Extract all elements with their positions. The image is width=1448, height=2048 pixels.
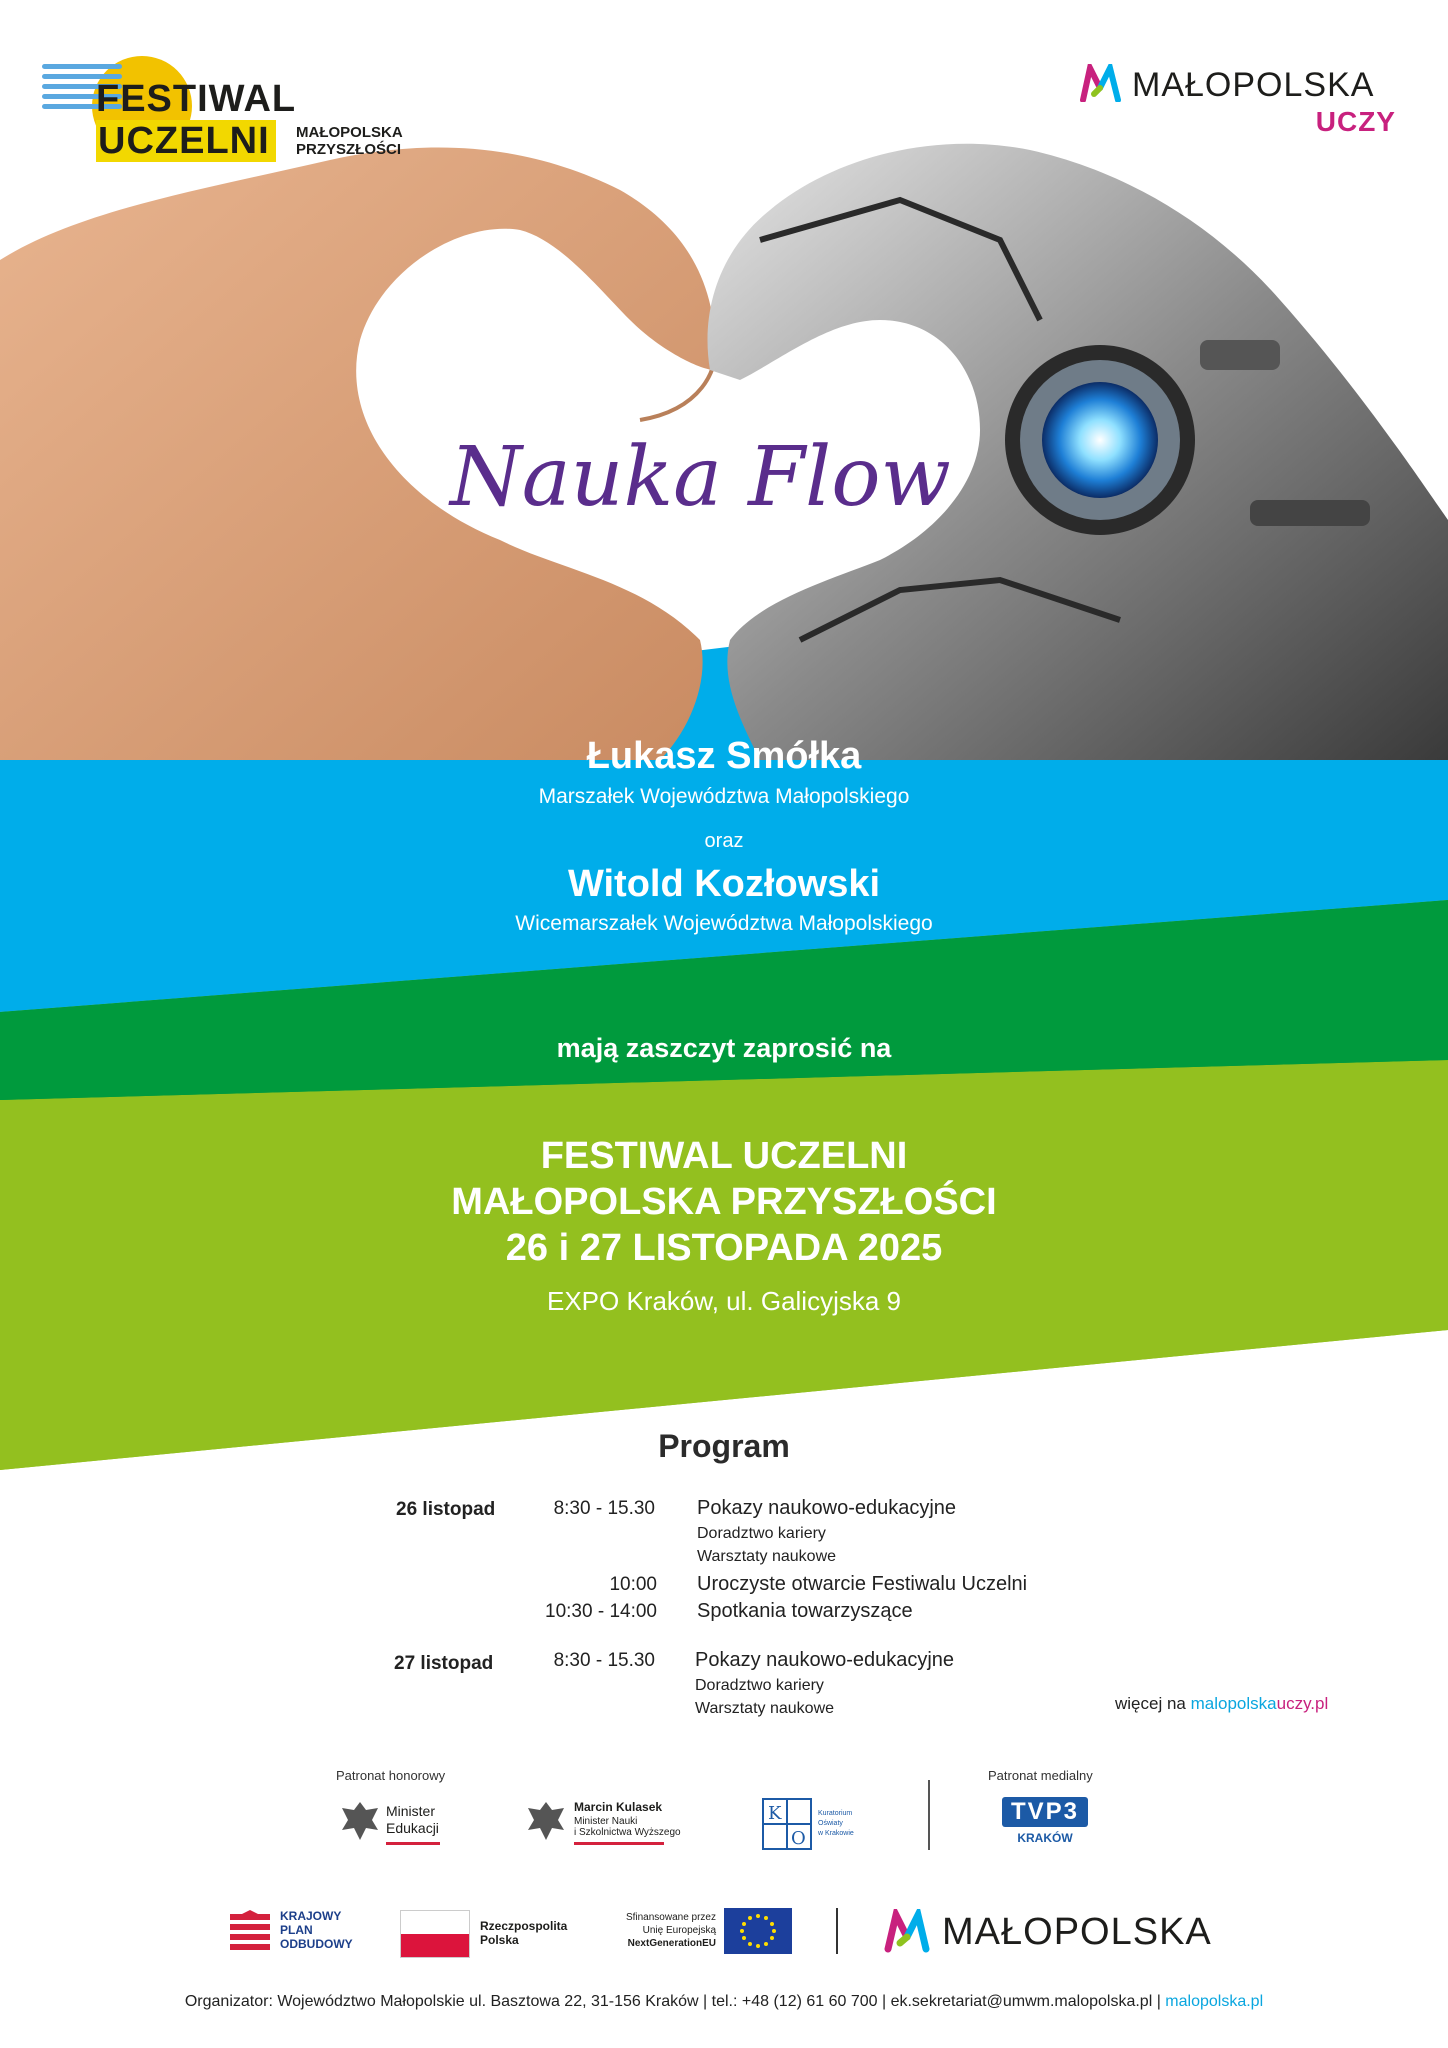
footer-text: Organizator: Województwo Małopolskie ul. Basztowa 22, 31-156 Kraków | tel.: +48 (12) 61 60 700 | ek.sekretariat@umwm.malopolska.pl | (184, 1993, 1166, 2010)
m-mark-icon (1080, 64, 1122, 102)
kpo-text (280, 1909, 353, 1951)
kpo-line3: ODBUDOWY (280, 1937, 353, 1951)
minister-edukacji-line2: Edukacji (386, 1820, 439, 1836)
hero-illustration (0, 120, 1448, 760)
day2-event1: Pokazy naukowo-edukacyjne (695, 1649, 955, 1671)
kuratorium-line1: Kuratorium (818, 1810, 853, 1817)
rp-line1: Rzeczpospolita (480, 1919, 568, 1933)
eu-text (596, 1911, 716, 1950)
footer (0, 1993, 1448, 2011)
red-underline (386, 1842, 440, 1845)
host1-title: Marszałek Województwa Małopolskiego (538, 785, 910, 808)
divider (928, 1780, 930, 1850)
polish-flag-icon (400, 1910, 470, 1958)
event-line1: FESTIWAL UCZELNI (540, 1135, 908, 1177)
red-underline (574, 1842, 664, 1845)
more-link-part2[interactable]: uczy.pl (1276, 1694, 1329, 1713)
invitation-text: mają zaszczyt zaprosić na (556, 1033, 892, 1063)
minister-nauki-line3: i Szkolnictwa Wyższego (574, 1827, 681, 1838)
festival-logo-line3: MAŁOPOLSKA (296, 124, 403, 141)
day1-event3: Spotkania towarzyszące (697, 1600, 913, 1622)
day1-sub2: Warsztaty naukowe (697, 1548, 837, 1565)
eagle-icon (338, 1798, 382, 1844)
malopolska-wordmark: MAŁOPOLSKA (942, 1911, 1212, 1953)
day1-time1: 8:30 - 15.30 (553, 1498, 655, 1519)
tvp3-name: TVP3 (1002, 1797, 1088, 1827)
day1-event1: Pokazy naukowo-edukacyjne (697, 1497, 957, 1519)
minister-edukacji-line1: Minister (386, 1803, 436, 1819)
kuratorium-line3: w Krakowie (818, 1830, 854, 1837)
kpo-logo (230, 1908, 390, 1958)
eu-line2: Unię Europejską (642, 1925, 716, 1936)
malopolska-uczy-logo (1076, 62, 1396, 142)
malopolska-logo (884, 1907, 1224, 1957)
tvp3-city: KRAKÓW (1017, 1831, 1073, 1845)
host2-title: Wicemarszałek Województwa Małopolskiego (515, 912, 933, 935)
event-line2: MAŁOPOLSKA PRZYSZŁOŚCI (451, 1181, 997, 1223)
divider (836, 1908, 838, 1954)
conjunction: oraz (704, 830, 744, 852)
host1-name: Łukasz Smółka (586, 735, 862, 777)
festival-logo-line4: PRZYSZŁOŚCI (296, 141, 402, 158)
media-patronage-label: Patronat medialny (988, 1768, 1093, 1783)
robot-glow-core (1042, 382, 1158, 498)
eu-line3: NextGenerationEU (627, 1938, 716, 1949)
minister-nauki-logo (524, 1796, 684, 1850)
day1-event2: Uroczyste otwarcie Festiwalu Uczelni (697, 1573, 1028, 1595)
signature: Nauka Flow (450, 430, 951, 525)
day1-sub1: Doradztwo kariery (697, 1525, 826, 1542)
more-prefix: więcej na (1115, 1694, 1191, 1713)
day2-sub1: Doradztwo kariery (695, 1677, 824, 1694)
day2-time1: 8:30 - 15.30 (553, 1650, 655, 1671)
kpo-line2: PLAN (280, 1923, 313, 1937)
eu-logo (596, 1908, 796, 1958)
more-link-part1[interactable]: malopolska (1190, 1694, 1277, 1713)
festival-logo (42, 52, 442, 162)
more-info (1115, 1694, 1328, 1714)
festival-logo-line2: UCZELNI (96, 120, 276, 162)
eu-line1: Sfinansowane przez (625, 1912, 716, 1923)
festival-logo-line1: FESTIWAL (96, 78, 297, 120)
uczy-label: UCZY (1315, 106, 1396, 137)
day1-time2: 10:00 (609, 1574, 657, 1595)
minister-edukacji-logo (338, 1796, 448, 1850)
eu-flag-icon (724, 1908, 792, 1954)
program-title: Program (658, 1428, 790, 1464)
festival-logo-sub (296, 124, 403, 158)
rp-text (480, 1919, 567, 1947)
ko-icon (762, 1798, 812, 1850)
day1-time3: 10:30 - 14:00 (545, 1601, 657, 1622)
tvp3-logo (1002, 1797, 1092, 1851)
eagle-icon (524, 1798, 568, 1844)
kuratorium-logo (762, 1798, 882, 1852)
day2-sub2: Warsztaty naukowe (695, 1700, 835, 1717)
m-mark-icon (884, 1909, 930, 1953)
event-date: 26 i 27 LISTOPADA 2025 (505, 1227, 943, 1269)
honorary-patronage-label: Patronat honorowy (336, 1768, 446, 1783)
day2-label: 27 listopad (394, 1653, 494, 1674)
rp-line2: Polska (480, 1933, 519, 1947)
program-section (0, 1428, 1448, 1465)
kuratorium-line2: Oświaty (818, 1820, 843, 1827)
host2-name: Witold Kozłowski (567, 863, 881, 905)
footer-link[interactable]: malopolska.pl (1165, 1993, 1264, 2010)
kpo-line1: KRAJOWY (280, 1909, 342, 1923)
minister-nauki-line1: Marcin Kulasek (574, 1800, 663, 1814)
svg-text:O: O (791, 1828, 806, 1849)
malopolska-name: MAŁOPOLSKA (1132, 66, 1375, 104)
day1-label: 26 listopad (396, 1499, 496, 1520)
kpo-icon (230, 1910, 270, 1954)
svg-text:K: K (768, 1803, 782, 1824)
event-place: EXPO Kraków, ul. Galicyjska 9 (546, 1286, 902, 1316)
rp-logo (400, 1910, 580, 1958)
minister-nauki-line2: Minister Nauki (574, 1816, 638, 1827)
